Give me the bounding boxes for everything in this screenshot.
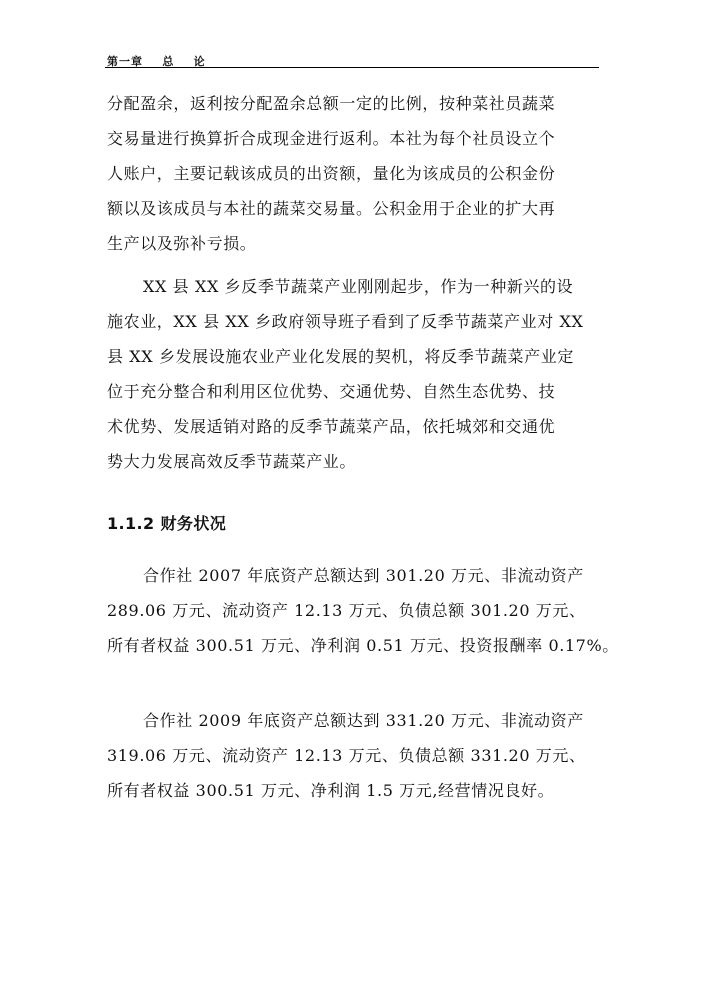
chapter-title: 第一章 总 论 [107, 55, 206, 68]
text-line: 额以及该成员与本社的蔬菜交易量。公积金用于企业的扩大再 [107, 199, 556, 218]
text-line: 人账户，主要记载该成员的出资额，量化为该成员的公积金份 [107, 164, 556, 183]
text-line: 所有者权益 300.51 万元、净利润 0.51 万元、投资报酬率 0.17%。 [107, 636, 619, 655]
text-line: 县 XX 乡发展设施农业产业化发展的契机，将反季节蔬菜产业定 [107, 347, 574, 366]
text-line: 势大力发展高效反季节蔬菜产业。 [107, 452, 357, 471]
text-line: XX 县 XX 乡反季节蔬菜产业刚刚起步，作为一种新兴的设 [143, 277, 574, 296]
text-line: 所有者权益 300.51 万元、净利润 1.5 万元,经营情况良好。 [107, 781, 555, 800]
text-line: 施农业，XX 县 XX 乡政府领导班子看到了反季节蔬菜产业对 XX [107, 312, 584, 331]
text-line: 分配盈余，返利按分配盈余总额一定的比例，按种菜社员蔬菜 [107, 94, 556, 113]
text-line: 交易量进行换算折合成现金进行返利。本社为每个社员设立个 [107, 129, 556, 148]
text-line: 289.06 万元、流动资产 12.13 万元、负债总额 301.20 万元、 [107, 601, 586, 620]
text-line: 319.06 万元、流动资产 12.13 万元、负债总额 331.20 万元、 [107, 746, 586, 765]
text-line: 生产以及弥补亏损。 [107, 234, 257, 253]
page-header [105, 50, 599, 68]
section-heading: 1.1.2 财务状况 [107, 514, 227, 533]
text-line: 合作社 2009 年底资产总额达到 331.20 万元、非流动资产 [143, 711, 584, 730]
text-line: 术优势、发展适销对路的反季节蔬菜产品，依托城郊和交通优 [107, 417, 556, 436]
text-line: 合作社 2007 年底资产总额达到 301.20 万元、非流动资产 [143, 566, 584, 585]
text-line: 位于充分整合和利用区位优势、交通优势、自然生态优势、技 [107, 382, 556, 401]
